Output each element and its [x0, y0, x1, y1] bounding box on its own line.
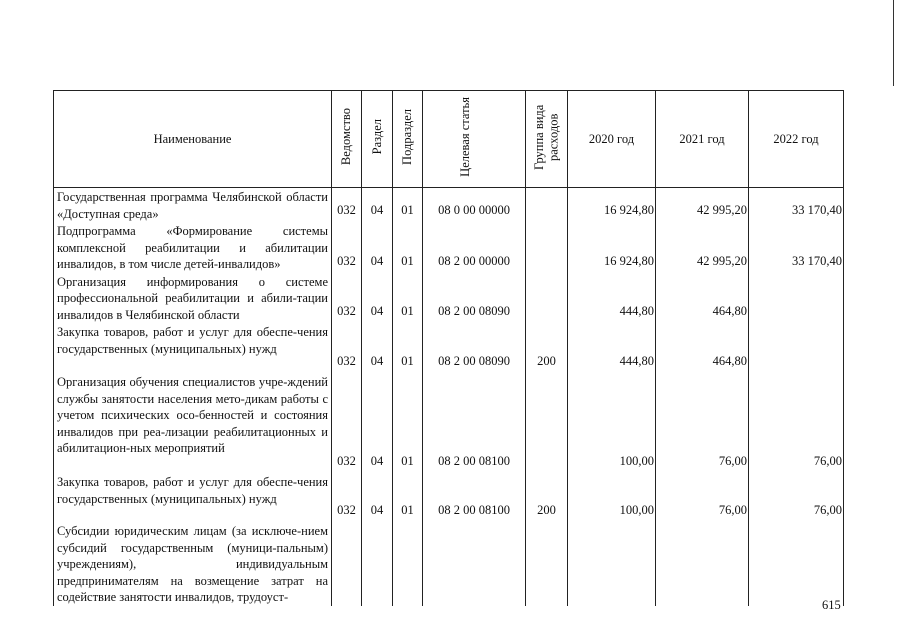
header-vedomstvo: Ведомство — [332, 91, 362, 188]
row-2022: 33 170,40 — [749, 222, 844, 273]
row-target: 08 0 00 00000 — [423, 188, 526, 223]
row-vedomstvo — [332, 522, 362, 606]
table-row — [54, 473, 844, 522]
row-group — [526, 373, 568, 473]
row-razdel: 04 — [362, 222, 393, 273]
row-target: 08 2 00 08090 — [423, 323, 526, 373]
row-2022 — [749, 323, 844, 373]
scan-edge-line — [893, 0, 894, 86]
table-row — [54, 522, 844, 606]
row-razdel: 04 — [362, 323, 393, 373]
row-2021: 464,80 — [656, 273, 749, 324]
header-2022: 2022 год — [749, 91, 844, 188]
header-name: Наименование — [54, 91, 332, 188]
row-razdel: 04 — [362, 188, 393, 223]
row-razdel: 04 — [362, 273, 393, 324]
row-2020: 100,00 — [568, 373, 656, 473]
row-2022: 33 170,40 — [749, 188, 844, 223]
row-group — [526, 188, 568, 223]
row-2020: 444,80 — [568, 323, 656, 373]
table-row — [54, 273, 844, 324]
table-row — [54, 373, 844, 473]
row-2021: 464,80 — [656, 323, 749, 373]
row-group: 200 — [526, 323, 568, 373]
row-target: 08 2 00 08100 — [423, 473, 526, 522]
table-row — [54, 323, 844, 373]
row-podrazdel: 01 — [393, 188, 423, 223]
row-2022: 76,00 — [749, 373, 844, 473]
row-name: Государственная программа Челябинской области «Доступная среда» — [54, 188, 332, 223]
row-target: 08 2 00 00000 — [423, 222, 526, 273]
row-2022 — [749, 273, 844, 324]
row-2021: 76,00 — [656, 473, 749, 522]
row-vedomstvo: 032 — [332, 323, 362, 373]
row-2020 — [568, 522, 656, 606]
row-name: Подпрограмма «Формирование системы комплексной реабилитации и абилитации инвалидов, в том числе детей-инвалидов» — [54, 222, 332, 273]
row-target: 08 2 00 08100 — [423, 373, 526, 473]
row-target: 08 2 00 08090 — [423, 273, 526, 324]
row-group — [526, 222, 568, 273]
row-name: Закупка товаров, работ и услуг для обеспе-чения государственных (муниципальных) нужд — [54, 323, 332, 373]
row-razdel: 04 — [362, 473, 393, 522]
row-group — [526, 273, 568, 324]
header-target: Целевая статья — [423, 91, 526, 188]
row-vedomstvo: 032 — [332, 273, 362, 324]
table-row — [54, 222, 844, 273]
row-2020: 16 924,80 — [568, 222, 656, 273]
row-2021: 76,00 — [656, 373, 749, 473]
row-2022: 76,00 — [749, 473, 844, 522]
row-vedomstvo: 032 — [332, 188, 362, 223]
row-2021: 42 995,20 — [656, 222, 749, 273]
header-podrazdel: Подраздел — [393, 91, 423, 188]
header-group: Группа вида расходов — [526, 91, 568, 188]
row-2021: 42 995,20 — [656, 188, 749, 223]
row-podrazdel — [393, 522, 423, 606]
row-razdel: 04 — [362, 373, 393, 473]
row-2020: 16 924,80 — [568, 188, 656, 223]
header-2020: 2020 год — [568, 91, 656, 188]
header-2021: 2021 год — [656, 91, 749, 188]
row-name: Организация информирования о системе профессиональной реабилитации и абили-тации инвалидов в Челябинской области — [54, 273, 332, 324]
row-group — [526, 522, 568, 606]
row-name: Субсидии юридическим лицам (за исключе-нием субсидий государственным (муници-пальным) учреждениям), индивидуальным предпринимателям на возмещение затрат на содействие занятости инвалидов, трудоуст- — [54, 522, 332, 606]
row-razdel — [362, 522, 393, 606]
row-podrazdel: 01 — [393, 222, 423, 273]
row-name: Организация обучения специалистов учре-ждений службы занятости населения мето-дикам работы с учетом психических осо-бенностей и состояния инвалидов при реа-лизации реабилитационных и абилитацион-ных мероприятий — [54, 373, 332, 473]
row-2020: 100,00 — [568, 473, 656, 522]
row-group: 200 — [526, 473, 568, 522]
budget-table — [53, 90, 844, 606]
row-podrazdel: 01 — [393, 473, 423, 522]
row-target — [423, 522, 526, 606]
row-2021 — [656, 522, 749, 606]
header-razdel: Раздел — [362, 91, 393, 188]
row-name: Закупка товаров, работ и услуг для обеспе-чения государственных (муниципальных) нужд — [54, 473, 332, 522]
row-podrazdel: 01 — [393, 323, 423, 373]
row-vedomstvo: 032 — [332, 222, 362, 273]
row-2020: 444,80 — [568, 273, 656, 324]
row-podrazdel: 01 — [393, 373, 423, 473]
row-2022 — [749, 522, 844, 606]
row-vedomstvo: 032 — [332, 373, 362, 473]
table-row — [54, 188, 844, 223]
table-header-row — [54, 91, 844, 188]
page-number: 615 — [822, 598, 841, 612]
row-vedomstvo: 032 — [332, 473, 362, 522]
row-podrazdel: 01 — [393, 273, 423, 324]
